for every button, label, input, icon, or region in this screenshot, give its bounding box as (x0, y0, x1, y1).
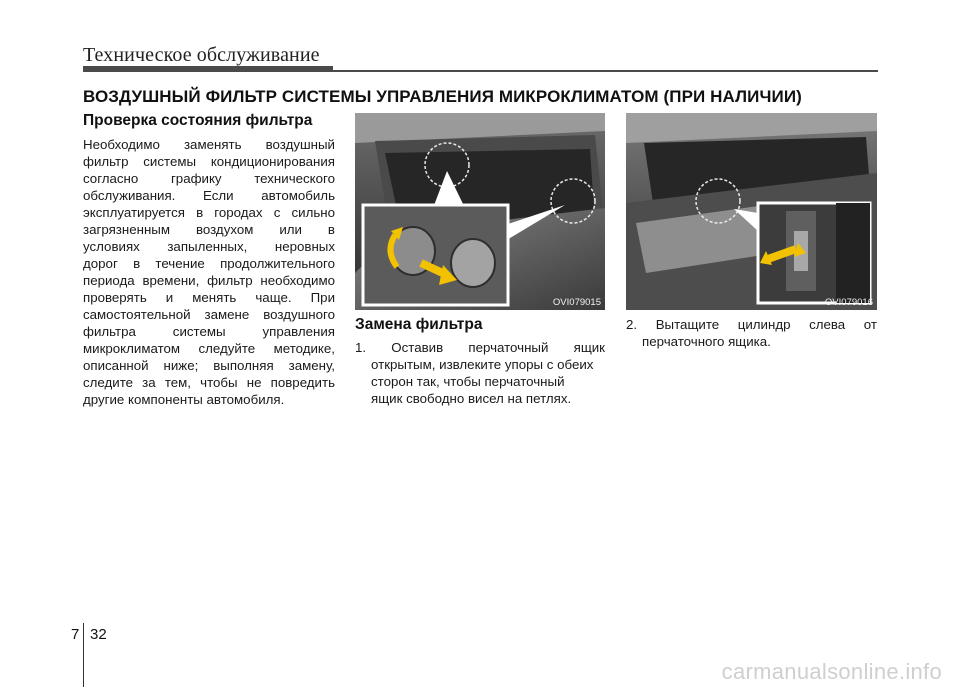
watermark-link[interactable]: carmanualsonline.info (721, 659, 942, 684)
chapter-number: 7 (71, 626, 80, 643)
glovebox-cylinder-illustration (626, 113, 877, 310)
text-line: Необходимо заменять воздушный (83, 137, 335, 152)
text-line: самостоятельной замене воздушного (83, 307, 335, 322)
chapter-title: ВОЗДУШНЫЙ ФИЛЬТР СИСТЕМЫ УПРАВЛЕНИЯ МИКРОКЛИМАТОМ (ПРИ НАЛИЧИИ) (83, 87, 802, 106)
step-1-first-line: 1. Оставив перчаточный ящик (355, 340, 605, 355)
check-heading: Проверка состояния фильтра (83, 112, 313, 129)
step-1 (355, 339, 605, 407)
text-line: описанной ниже; выполняя замену, (83, 358, 335, 373)
text-line: эксплуатируется в городах с сильно (83, 205, 335, 220)
header-rule-thin (333, 70, 878, 72)
header-rule-thick (83, 66, 333, 72)
text-line: согласно графику технического (83, 171, 335, 186)
step-2-line: перчаточного ящика. (642, 334, 771, 349)
text-line: следите за тем, чтобы не повредить (83, 375, 335, 390)
text-line: другие компоненты автомобиля. (83, 392, 285, 407)
step-1-line: открытым, извлеките упоры с обеих (371, 357, 594, 372)
text-line: микроклиматом следуйте методике, (83, 341, 335, 356)
text-line: дорог в течение продолжительного (83, 256, 335, 271)
section-header: Техническое обслуживание (83, 44, 320, 66)
figure-caption: OVI079015 (552, 297, 601, 308)
figure-glovebox-cylinder (626, 113, 877, 310)
text-line: условиях запыленных, неровных (83, 239, 335, 254)
step-1-line: сторон так, чтобы перчаточный (371, 374, 565, 389)
text-line: обслуживания. Если автомобиль (83, 188, 335, 203)
figure-caption: OVI079016 (824, 297, 873, 308)
text-line: фильтр системы кондиционирования (83, 154, 335, 169)
step-2 (626, 316, 877, 350)
step-1-line: ящик свободно висел на петлях. (371, 391, 572, 406)
footer-divider (83, 623, 84, 687)
glovebox-stoppers-illustration (355, 113, 605, 310)
figure-glovebox-stoppers (355, 113, 605, 310)
text-line: периода времени, фильтр необходимо (83, 273, 335, 288)
check-paragraph (83, 136, 335, 408)
page-number: 32 (90, 626, 107, 643)
text-line: проверять и менять чаще. При (83, 290, 335, 305)
text-line: фильтра системы управления (83, 324, 335, 339)
replace-heading: Замена фильтра (355, 316, 483, 333)
step-2-first-line: 2. Вытащите цилиндр слева от (626, 317, 877, 332)
text-line: загрязненным воздухом или в (83, 222, 335, 237)
